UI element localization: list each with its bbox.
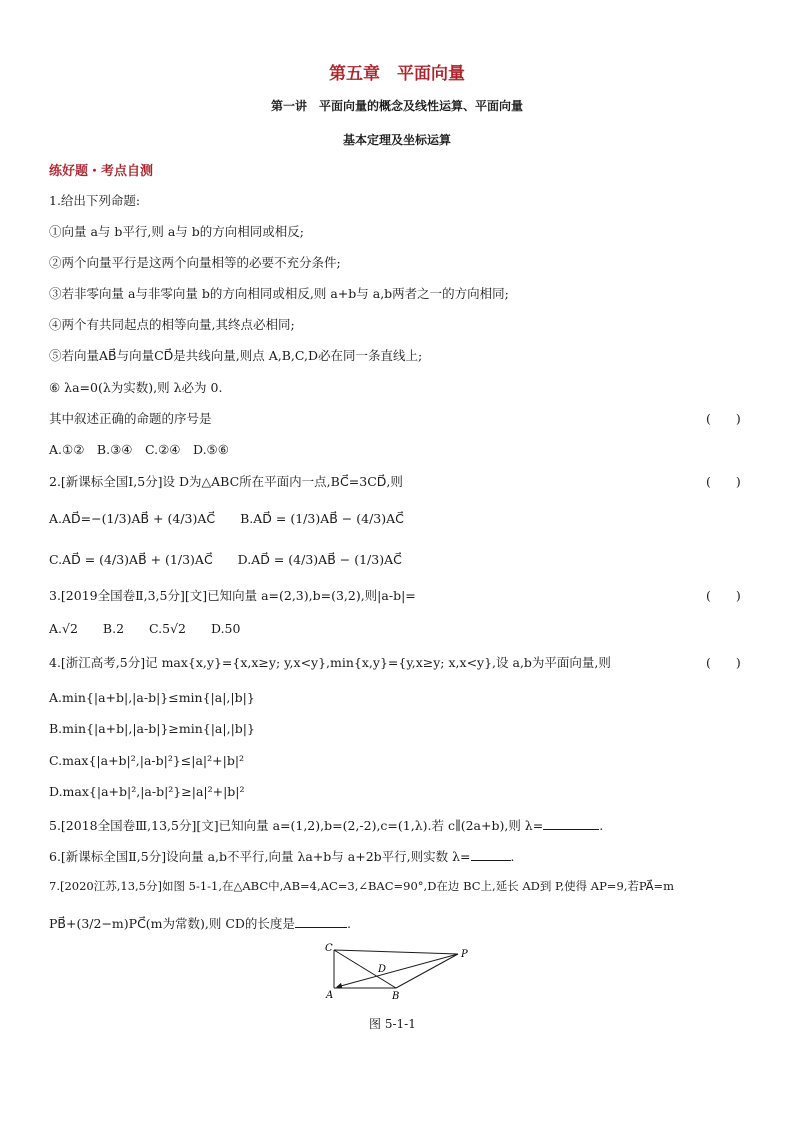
q7-answer-blank[interactable] bbox=[295, 915, 347, 928]
q1-item-6: ⑥ λa=0(λ为实数),则 λ必为 0. bbox=[49, 380, 223, 395]
q1-answer-paren: ( ) bbox=[706, 411, 741, 426]
q4-option-d: D.max{|a+b|²,|a-b|²}≥|a|²+|b|² bbox=[49, 784, 245, 799]
q6-line bbox=[49, 847, 514, 865]
q6-end: . bbox=[510, 849, 515, 864]
segment-bp bbox=[396, 954, 458, 988]
lecture-title-line1: 第一讲 平面向量的概念及线性运算、平面向量 bbox=[270, 99, 523, 113]
label-a: A bbox=[326, 990, 334, 1001]
vector-pa bbox=[337, 954, 458, 987]
label-p: P bbox=[461, 949, 468, 960]
q1-item-2: ②两个向量平行是这两个向量相等的必要不充分条件; bbox=[49, 255, 341, 270]
q7-line2 bbox=[49, 914, 351, 932]
lecture-title-line2: 基本定理及坐标运算 bbox=[342, 133, 451, 147]
q5-line bbox=[49, 816, 603, 834]
q6-stem: 6.[新课标全国Ⅱ,5分]设向量 a,b不平行,向量 λa+b与 a+2b平行,则实数 λ= bbox=[49, 849, 471, 864]
q4-stem: 4.[浙江高考,5分]记 max{x,y}={x,x≥y; y,x<y},min{x,y}={y,x≥y; x,x<y},设 a,b为平面向量,则 bbox=[49, 655, 611, 670]
q5-answer-blank[interactable] bbox=[543, 817, 599, 830]
q4-option-c: C.max{|a+b|²,|a-b|²}≤|a|²+|b|² bbox=[49, 753, 245, 768]
q1-stem: 1.给出下列命题: bbox=[49, 193, 141, 208]
q2-options-row2: C.AD⃗ = (4/3)AB⃗ + (1/3)AC⃗ D.AD⃗ = (4/3)AB⃗ − (1/3)AC⃗ bbox=[49, 552, 402, 567]
label-d: D bbox=[378, 964, 387, 975]
label-c: C bbox=[325, 943, 333, 954]
segment-cb bbox=[334, 950, 396, 988]
q3-answer-paren: ( ) bbox=[706, 588, 741, 603]
q7-end: . bbox=[346, 916, 351, 931]
figure-caption: 图 5-1-1 bbox=[369, 1017, 416, 1031]
q1-item-4: ④两个有共同起点的相等向量,其终点必相同; bbox=[49, 317, 295, 332]
chapter-title: 第五章 平面向量 bbox=[329, 64, 465, 84]
q3-stem: 3.[2019全国卷Ⅱ,3,5分][文]已知向量 a=(2,3),b=(3,2),则|a-b|= bbox=[49, 588, 416, 603]
q5-stem: 5.[2018全国卷Ⅲ,13,5分][文]已知向量 a=(1,2),b=(2,-2),c=(1,λ).若 c∥(2a+b),则 λ= bbox=[49, 818, 544, 833]
q1-ask: 其中叙述正确的命题的序号是 bbox=[49, 411, 212, 426]
figure-5-1-1 bbox=[320, 938, 480, 1008]
q7-stem-line2: PB⃗+(3/2−m)PC⃗(m为常数),则 CD的长度是 bbox=[49, 916, 295, 931]
q2-stem: 2.[新课标全国Ⅰ,5分]设 D为△ABC所在平面内一点,BC⃗=3CD⃗,则 bbox=[49, 474, 403, 489]
q4-answer-paren: ( ) bbox=[706, 655, 741, 670]
segment-cp bbox=[334, 950, 458, 954]
label-b: B bbox=[392, 991, 400, 1002]
q3-options: A.√2 B.2 C.5√2 D.50 bbox=[49, 621, 241, 636]
q1-item-3: ③若非零向量 a与非零向量 b的方向相同或相反,则 a+b与 a,b两者之一的方向相同; bbox=[49, 286, 509, 301]
q1-options: A.①② B.③④ C.②④ D.⑤⑥ bbox=[49, 442, 229, 457]
q4-option-a: A.min{|a+b|,|a-b|}≤min{|a|,|b|} bbox=[49, 690, 255, 705]
q2-answer-paren: ( ) bbox=[706, 474, 741, 489]
q1-item-1: ①向量 a与 b平行,则 a与 b的方向相同或相反; bbox=[49, 224, 304, 239]
q6-answer-blank[interactable] bbox=[471, 848, 511, 861]
q4-option-b: B.min{|a+b|,|a-b|}≥min{|a|,|b|} bbox=[49, 721, 255, 736]
q2-options-row1: A.AD⃗=−(1/3)AB⃗ + (4/3)AC⃗ B.AD⃗ = (1/3)AB⃗ − (4/3)AC⃗ bbox=[49, 511, 404, 526]
q7-stem-line1: 7.[2020江苏,13,5分]如图 5-1-1,在△ABC中,AB=4,AC=3,∠BAC=90°,D在边 BC上,延长 AD到 P,使得 AP=9,若PA⃗=m bbox=[49, 879, 675, 893]
q5-end: . bbox=[599, 818, 604, 833]
section-heading: 练好题・考点自测 bbox=[49, 164, 154, 179]
q1-item-5: ⑤若向量AB⃗与向量CD⃗是共线向量,则点 A,B,C,D必在同一条直线上; bbox=[49, 348, 423, 363]
